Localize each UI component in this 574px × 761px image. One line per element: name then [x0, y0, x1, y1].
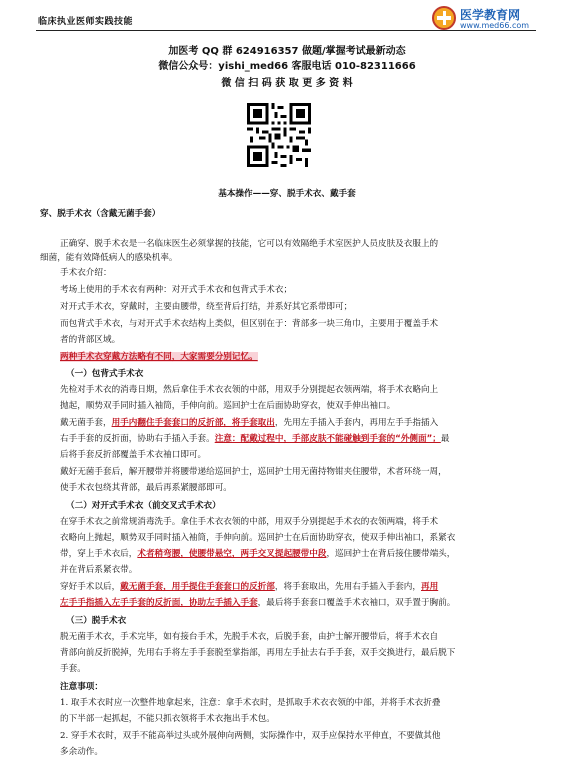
s1-para-e-1: 戴好无菌手套后，解开腰带并将腰带递给巡回护士，巡回护士用无菌持物钳夹住腰带，术者环绕一周， [60, 467, 447, 477]
open-gown-text: 对开式手术衣，穿戴时，主要由腰带，绕至背后打结，并系好其它系带即可； [60, 302, 353, 312]
s1-para-c-highlight: 注意：配戴过程中，手部皮肤不能碰触到手套的“外侧面”； [214, 434, 441, 444]
warning-highlight: 两种手术衣穿戴方法略有不同，大家需要分别记忆。 [60, 352, 258, 362]
subsection-3-title: （三）脱手术衣 [66, 616, 127, 626]
warning-text [60, 351, 530, 364]
s1-para-b [60, 417, 530, 430]
s2-para-d-pre: 穿好手术以后， [60, 582, 121, 592]
s2-para-e-highlight: 左手手指插入左手手套的反折面，协助左手插入手套 [60, 598, 258, 608]
s2-para-d-post: ，将手套取出，先用右手插入手套内， [274, 582, 421, 592]
brand-logo[interactable] [432, 6, 544, 32]
s3-para-3: 手套。 [60, 664, 86, 674]
s1-para-c-pre: 右手手套的反折面，协助右手插入手套。 [60, 434, 215, 444]
intro-line-1: 正确穿、脱手术衣是一名临床医生必须掌握的技能，它可以有效隔绝手术室医护人员皮肤及衣服上的 [60, 239, 439, 249]
gown-types-text: 考场上使用的手术衣有两种：对开式手术衣和包背式手术衣； [60, 285, 293, 295]
s2-para-e [60, 597, 530, 610]
s2-para-e-post: ，最后将手套套口覆盖手术衣袖口，双手置于胸前。 [257, 598, 456, 608]
logo-name: 医学教育网 [460, 8, 521, 22]
subsection-1-title: （一）包背式手术衣 [66, 369, 144, 379]
promo-scan-line: 微 信 扫 码 获 取 更 多 资 料 [221, 78, 353, 89]
s3-para-2: 背部向前反折脱掉，先用右手将左手手套脱至掌指部，再用左手扯去右手手套，双手交换进行，最后脱下 [60, 648, 456, 658]
back-gown-text-2: 者的背部区域。 [60, 335, 121, 345]
intro-line-2: 细菌，能有效降低病人的感染机率。 [40, 253, 178, 263]
note-1-line-1: 1. 取手术衣时应一次整件地拿起来，注意：拿手术衣时，是抓取手术衣衣领的中部，并将手术衣折叠 [60, 698, 441, 708]
section-title: 穿、脱手术衣（含戴无菌手套） [40, 209, 161, 219]
promo-qq-line: 加医考 QQ 群 624916357 做题/掌握考试最新动态 [168, 46, 406, 57]
header-title: 临床执业医师实践技能 [38, 17, 134, 27]
s2-para-d [60, 581, 530, 594]
s2-para-a-2: 衣略向上抛起，顺势双手同时插入袖筒，手伸向前。巡回护士在后面协助穿衣，使双手伸出袖口，系紧衣 [60, 533, 456, 543]
subsection-2-title: （二）对开式手术衣（前交叉式手术衣） [66, 501, 221, 511]
s2-para-d-highlight-2: 再用 [420, 582, 439, 592]
s2-para-a-1: 在穿手术衣之前常规消毒洗手。拿住手术衣衣领的中部，用双手分别提起手术衣的衣领两端，将手术 [60, 517, 439, 527]
s1-para-d: 后将手套反折部覆盖手术衣袖口即可。 [60, 450, 207, 460]
s3-para-1: 脱无菌手术衣，手术完毕，如有接台手术，先脱手术衣，后脱手套，由护士解开腰带后，将手术衣自 [60, 632, 439, 642]
s2-para-b [60, 548, 530, 561]
page-header [0, 0, 574, 36]
qr-code-graphic [247, 103, 311, 167]
qr-code[interactable] [247, 103, 311, 167]
s1-para-e-2: 使手术衣包绕其背部，最后再系紧腰部即可。 [60, 483, 232, 493]
s2-para-b-post: ，巡回护士在背后接住腰带端头， [326, 549, 456, 559]
s1-para-b-pre: 戴无菌手套， [60, 418, 112, 428]
logo-cross-icon [432, 6, 456, 30]
s2-para-b-pre: 带，穿上手术衣后， [60, 549, 138, 559]
s1-para-b-post: ，先用左手插入手套内，再用左手手指插入 [274, 418, 439, 428]
s2-para-d-highlight: 戴无菌手套，用手提住手套套口的反折部 [120, 582, 275, 592]
header-divider [36, 30, 536, 31]
note-2-line-2: 多余动作。 [60, 747, 103, 757]
promo-wechat-line: 微信公众号：yishi_med66 客服电话 010-82311666 [158, 61, 416, 72]
note-2-line-1: 2. 穿手术衣时，双手不能高举过头或外展伸向两侧，实际操作中，双手应保持水平伸直，不要做其他 [60, 731, 441, 741]
notes-title: 注意事项： [60, 682, 103, 692]
s1-para-a-1: 先检对手术衣的消毒日期，然后拿住手术衣衣领的中部，用双手分别提起衣领两端，将手术衣略向上 [60, 385, 439, 395]
gown-intro-label: 手术衣介绍： [60, 268, 112, 278]
logo-url: www.med66.com [460, 21, 530, 30]
s1-para-a-2: 抛起，顺势双手同时插入袖筒，手伸向前。巡回护士在后面协助穿衣，使双手伸出袖口。 [60, 401, 396, 411]
s2-para-b-highlight: 术者稍弯腰，使腰带悬空，两手交叉提起腰带中段 [137, 549, 327, 559]
back-gown-text-1: 而包背式手术衣，与对开式手术衣结构上类似，但区别在于：背部多一块三角巾，主要用于覆盖手术 [60, 319, 439, 329]
s1-para-c [60, 433, 530, 446]
note-1-line-2: 的下半部一起抓起，不能只抓衣领将手术衣拖出手术包。 [60, 714, 275, 724]
s1-para-c-post: 最 [440, 434, 450, 444]
s2-para-c: 并在背后系紧衣带。 [60, 565, 138, 575]
doc-title: 基本操作——穿、脱手术衣、戴手套 [218, 189, 356, 199]
s1-para-b-highlight: 用手内翻住手套套口的反折部，将手套取出 [111, 418, 275, 428]
